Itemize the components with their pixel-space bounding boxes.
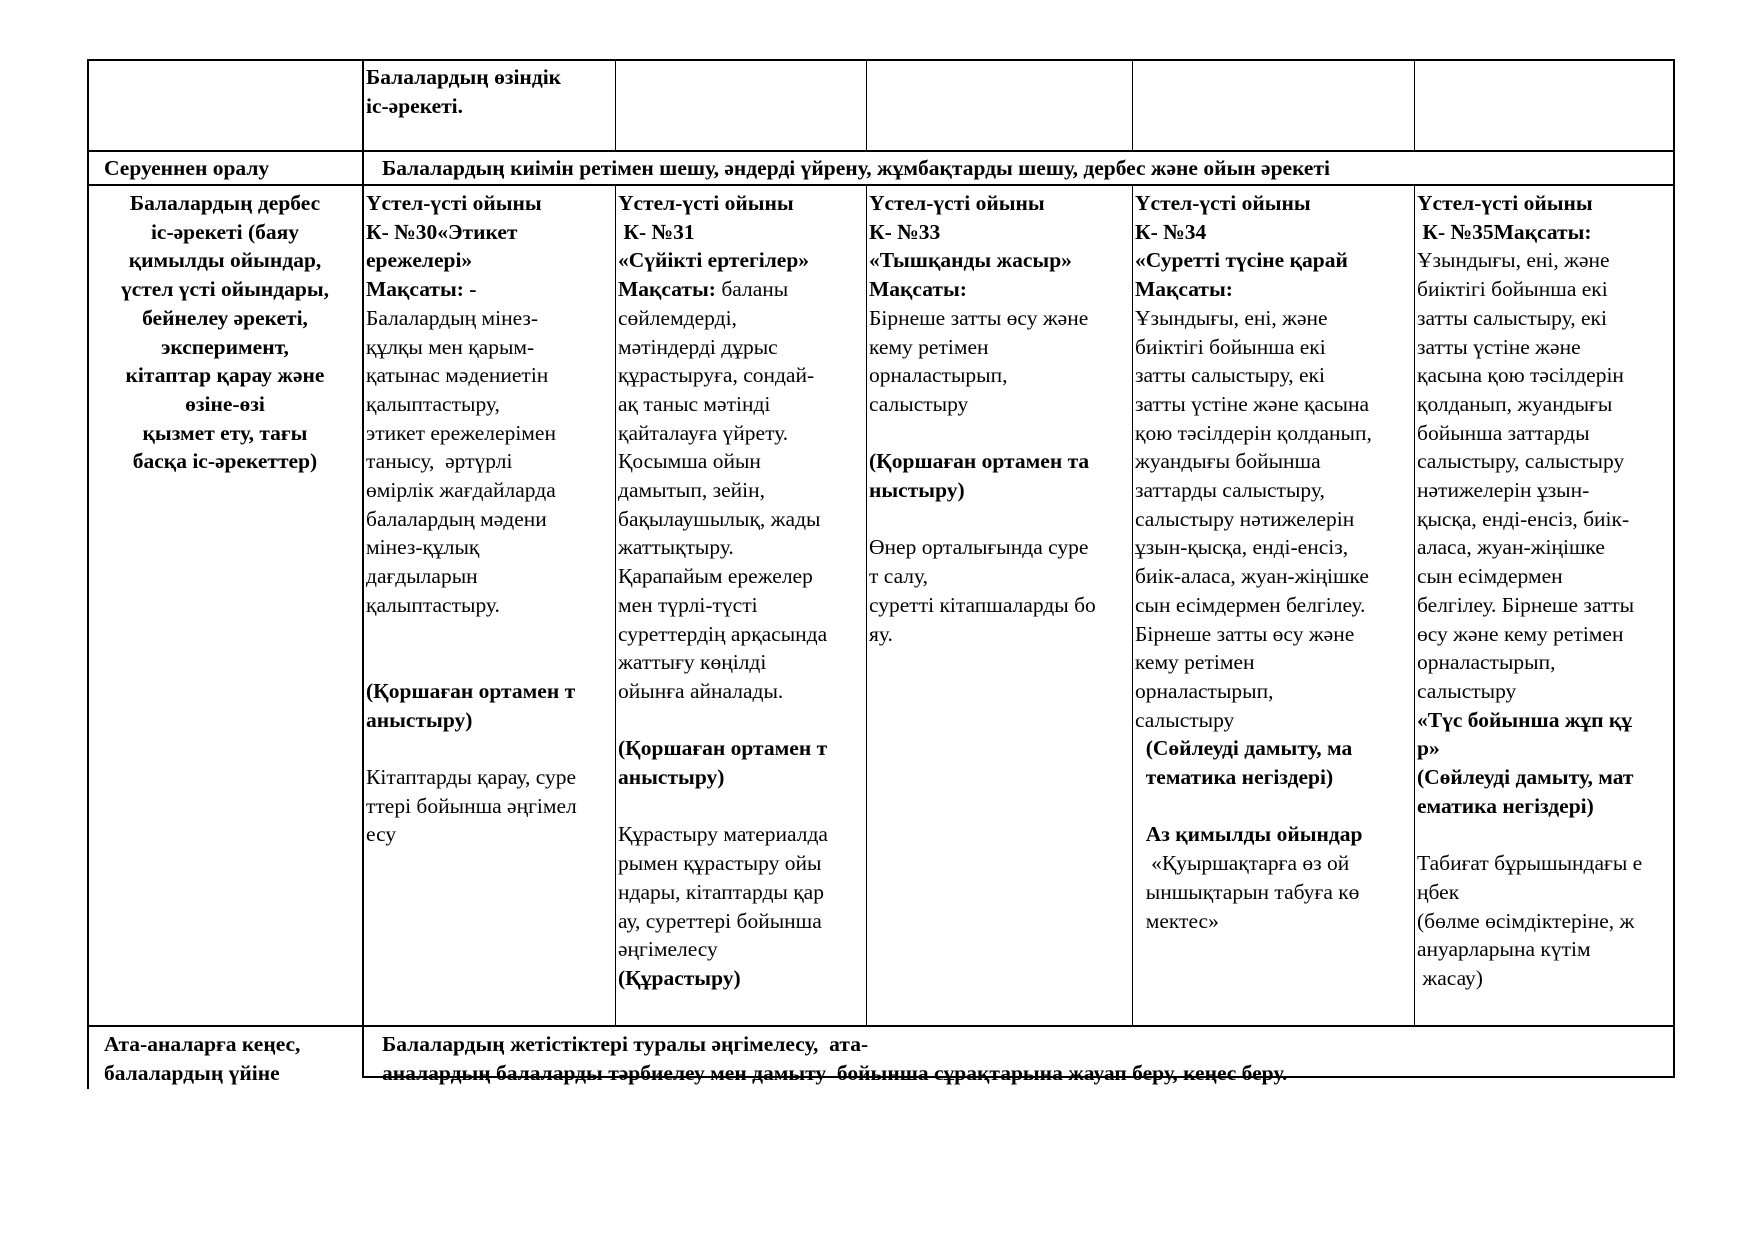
parents-label xyxy=(104,1030,359,1087)
cell-line xyxy=(366,620,614,649)
cell-line: затты үстіне және xyxy=(1417,334,1581,359)
cell-line xyxy=(869,419,1131,448)
cell-line: қасына қою тәсілдерін xyxy=(1417,363,1624,388)
cell-line: (Қоршаған ортамен т xyxy=(366,678,576,703)
cell-line: ыншықтарын табуға кө xyxy=(1135,879,1360,904)
cell-line: К- №34 xyxy=(1135,219,1207,244)
cell-line: (Қоршаған ортамен та xyxy=(869,449,1090,474)
cell-line: этикет ережелерімен xyxy=(366,420,556,445)
col-divider-4b xyxy=(1414,184,1415,1027)
col-divider-1 xyxy=(615,59,616,152)
cell-line: Үстел-үсті ойыны xyxy=(1135,191,1311,215)
cell-line: рымен құрастыру ойы xyxy=(618,851,822,876)
cell-line: салыстыру xyxy=(1135,707,1235,732)
label-line: Балалардың өзіндік xyxy=(366,65,562,89)
thursday-cell xyxy=(1135,189,1413,935)
cell-line: әңгімелесу xyxy=(618,937,718,962)
cell-line: аласа, жуан-жіңішке xyxy=(1417,535,1605,560)
label-line: қимылды ойындар, xyxy=(128,248,322,273)
cell-line: Мақсаты: xyxy=(1135,277,1233,302)
cell-line: Үстел-үсті ойыны xyxy=(1417,191,1593,215)
cell-line: «Тышқанды жасыр» xyxy=(869,248,1072,273)
label-line: үстел үсті ойындары, xyxy=(120,277,330,302)
label-line: басқа іс-әрекеттер) xyxy=(132,449,318,474)
independent-activity-label xyxy=(366,63,611,120)
wednesday-cell xyxy=(869,189,1131,648)
cell-line: қатынас мәдениетін xyxy=(366,363,549,388)
cell-line: Ұзындығы, ені, және xyxy=(1417,248,1610,273)
cell-line: сөйлемдерді, xyxy=(618,305,737,330)
schedule-table xyxy=(87,59,1675,1089)
cell-line: ойынға айналады. xyxy=(618,678,784,703)
cell-line: Қосымша ойын xyxy=(618,449,761,474)
row-content: Балалардың киімін ретімен шешу, әндерді үйрену, жұмбақтарды шешу, дербес және ойын әрекеті xyxy=(382,156,1331,180)
cell-line: дамытып, зейін, xyxy=(618,478,766,503)
cell-line: қайталауға үйрету. xyxy=(618,420,789,445)
label-line: қызмет ету, тағы xyxy=(142,420,308,445)
cell-line: заттарды салыстыру, xyxy=(1135,478,1325,503)
children-activity-label xyxy=(91,189,359,476)
cell-line xyxy=(1417,820,1672,849)
cell-line: биіктігі бойынша екі xyxy=(1417,277,1608,302)
col-divider-2 xyxy=(866,59,867,152)
cell-line: қысқа, енді-енсіз, биік- xyxy=(1417,506,1630,531)
cell-line: суреттердің арқасында xyxy=(618,621,828,646)
cell-line: құлқы мен қарым- xyxy=(366,334,535,359)
cell-line: ндары, кітаптарды қар xyxy=(618,879,824,904)
cell-line: жаттықтыру. xyxy=(618,535,734,560)
cell-line: биік-аласа, жуан-жіңішке xyxy=(1135,564,1369,589)
cell-line: Қарапайым ережелер xyxy=(618,564,813,589)
cell-line: (бөлме өсімдіктеріне, ж xyxy=(1417,908,1635,933)
cell-line: Мақсаты: xyxy=(869,277,967,302)
row-label: Серуеннен оралу xyxy=(104,156,270,180)
cell-line: затты салыстыру, екі xyxy=(1417,305,1607,330)
cell-line: жуандығы бойынша xyxy=(1135,449,1321,474)
cell-line: Өнер орталығында суре xyxy=(869,535,1089,560)
cell-line: қалыптастыру. xyxy=(366,592,500,617)
cell-line: ақ таныс мәтінді xyxy=(618,391,771,416)
cell-line: «Түс бойынша жұп құ xyxy=(1417,707,1633,732)
col-divider-label xyxy=(362,59,364,1078)
cell-line: Үстел-үсті ойыны xyxy=(366,191,542,215)
label-line: Балалардың дербес xyxy=(129,191,321,215)
label-line: бейнелеу әрекеті, xyxy=(142,305,308,330)
friday-cell xyxy=(1417,189,1672,993)
cell-line: яу. xyxy=(869,621,893,646)
cell-line: танысу, әртүрлі xyxy=(366,449,513,474)
col-divider-1b xyxy=(615,184,616,1027)
cell-line: бойынша заттарды xyxy=(1417,420,1590,445)
parents-content xyxy=(382,1030,1670,1087)
monday-cell xyxy=(366,189,614,849)
cell-line: «Суретті түсіне қарай xyxy=(1135,248,1348,273)
cell-line: кему ретімен xyxy=(869,334,989,359)
cell-line: есу xyxy=(366,822,397,847)
cell-line: тематика негіздері) xyxy=(1135,765,1334,790)
col-divider-3 xyxy=(1132,59,1133,152)
label-line: іс-әрекеті (баяу xyxy=(150,219,300,244)
cell-line-rest: баланы xyxy=(715,277,789,302)
cell-line: құрастыруға, сондай- xyxy=(618,363,815,388)
label-line: кітаптар қарау және xyxy=(125,363,325,388)
cell-line: К- №33 xyxy=(869,219,941,244)
cell-line: ау, суреттері бойынша xyxy=(618,908,822,933)
cell-line: орналастырып, xyxy=(869,363,1008,388)
content-line: Балалардың жетістіктері туралы әңгімелесу, ата- xyxy=(382,1032,869,1056)
cell-line: р» xyxy=(1417,736,1440,761)
table-border-right xyxy=(1673,59,1675,1078)
cell-line: Ұзындығы, ені, және xyxy=(1135,305,1328,330)
cell-line: сын есімдермен белгілеу. xyxy=(1135,592,1366,617)
cell-line: жасау) xyxy=(1417,965,1483,990)
table-border-left xyxy=(87,59,89,1089)
cell-line: (Сөйлеуді дамыту, мат xyxy=(1417,765,1634,790)
cell-line: салыстыру, салыстыру xyxy=(1417,449,1625,474)
label-line: эксперимент, xyxy=(161,334,289,359)
cell-line: ттері бойынша әңгімел xyxy=(366,793,577,818)
cell-line xyxy=(366,734,614,763)
cell-line: мектес» xyxy=(1135,908,1219,933)
cell-line: биіктігі бойынша екі xyxy=(1135,334,1326,359)
cell-line: Аз қимылды ойындар xyxy=(1135,822,1363,847)
cell-line: К- №35Мақсаты: xyxy=(1417,219,1592,244)
col-divider-4 xyxy=(1414,59,1415,152)
row-divider-2 xyxy=(87,184,1675,186)
cell-line xyxy=(618,275,865,304)
cell-line: бақылаушылық, жады xyxy=(618,506,821,531)
label-line: іс-әрекеті. xyxy=(366,93,464,118)
label-line: Ата-аналарға кеңес, xyxy=(104,1032,301,1056)
cell-line: салыстыру xyxy=(1417,678,1517,703)
cell-line: Бірнеше затты өсу және xyxy=(869,305,1089,330)
cell-line: салыстыру xyxy=(869,391,969,416)
cell-line: затты салыстыру, екі xyxy=(1135,363,1325,388)
label-line: балалардың үйіне xyxy=(104,1060,280,1085)
cell-line: қою тәсілдерін қолданып, xyxy=(1135,420,1372,445)
tuesday-cell xyxy=(618,189,865,993)
cell-line: суретті кітапшаларды бо xyxy=(869,592,1096,617)
cell-line: орналастырып, xyxy=(1417,650,1556,675)
cell-line: мен түрлі-түсті xyxy=(618,592,758,617)
cell-line: Табиғат бұрышындағы е xyxy=(1417,851,1643,876)
cell-line: жаттығу көңілді xyxy=(618,650,767,675)
cell-line: өмірлік жағдайларда xyxy=(366,478,556,503)
cell-line: т салу, xyxy=(869,564,929,589)
cell-line: ұзын-қысқа, енді-енсіз, xyxy=(1135,535,1349,560)
cell-line xyxy=(1135,792,1413,821)
return-from-walk-content xyxy=(382,154,1667,183)
cell-line xyxy=(869,505,1131,534)
cell-line: ережелері» xyxy=(366,248,473,273)
cell-line: кему ретімен xyxy=(1135,650,1255,675)
cell-line: «Қуыршақтарға өз ой xyxy=(1135,851,1350,876)
cell-line: дағдыларын xyxy=(366,564,478,589)
cell-line xyxy=(618,792,865,821)
table-border-top xyxy=(87,59,1675,61)
cell-line: қолданып, жуандығы xyxy=(1417,391,1613,416)
row-divider-3 xyxy=(87,1025,1675,1027)
cell-line: «Сүйікті ертегілер» xyxy=(618,248,810,273)
cell-line: Құрастыру материалда xyxy=(618,822,828,847)
cell-line: белгілеу. Бірнеше затты xyxy=(1417,592,1635,617)
cell-line: ануарларына күтім xyxy=(1417,937,1591,962)
cell-line: затты үстіне және қасына xyxy=(1135,391,1370,416)
label-line: өзіне-өзі xyxy=(185,391,265,416)
content-line: аналардың балаларды тәрбиелеу мен дамыту бойынша сұрақтарына жауап беру, кеңес беру. xyxy=(382,1060,1288,1085)
return-from-walk-label xyxy=(104,154,359,183)
cell-line: аныстыру) xyxy=(366,707,473,732)
cell-line: ематика негіздері) xyxy=(1417,793,1594,818)
cell-line: ныстыру) xyxy=(869,478,965,503)
cell-line: Бірнеше затты өсу және xyxy=(1135,621,1355,646)
cell-line: орналастырып, xyxy=(1135,678,1274,703)
cell-line: (Қоршаған ортамен т xyxy=(618,736,828,761)
cell-line: балалардың мәдени xyxy=(366,506,547,531)
cell-line xyxy=(366,648,614,677)
cell-line: мәтіндерді дұрыс xyxy=(618,334,778,359)
cell-line: сын есімдермен xyxy=(1417,564,1563,589)
cell-line: мінез-құлық xyxy=(366,535,480,560)
col-divider-3b xyxy=(1132,184,1133,1027)
cell-line: аныстыру) xyxy=(618,765,725,790)
cell-line: Үстел-үсті ойыны xyxy=(618,191,794,215)
cell-line: қалыптастыру, xyxy=(366,391,500,416)
cell-line: салыстыру нәтижелерін xyxy=(1135,506,1355,531)
cell-line: Мақсаты: - xyxy=(366,277,477,302)
col-divider-2b xyxy=(866,184,867,1027)
cell-line: К- №31 xyxy=(618,219,695,244)
row-divider-1 xyxy=(87,150,1675,152)
cell-line: нәтижелерін ұзын- xyxy=(1417,478,1590,503)
cell-line: Кітаптарды қарау, суре xyxy=(366,765,577,790)
cell-line: Балалардың мінез- xyxy=(366,305,539,330)
cell-line: Үстел-үсті ойыны xyxy=(869,191,1045,215)
cell-line: ңбек xyxy=(1417,879,1460,904)
cell-line: К- №30«Этикет xyxy=(366,219,518,244)
cell-line: (Құрастыру) xyxy=(618,965,741,990)
cell-line: (Сөйлеуді дамыту, ма xyxy=(1135,736,1353,761)
cell-line-bold-prefix: Мақсаты: xyxy=(618,277,716,302)
cell-line xyxy=(618,706,865,735)
cell-line: өсу және кему ретімен xyxy=(1417,621,1624,646)
